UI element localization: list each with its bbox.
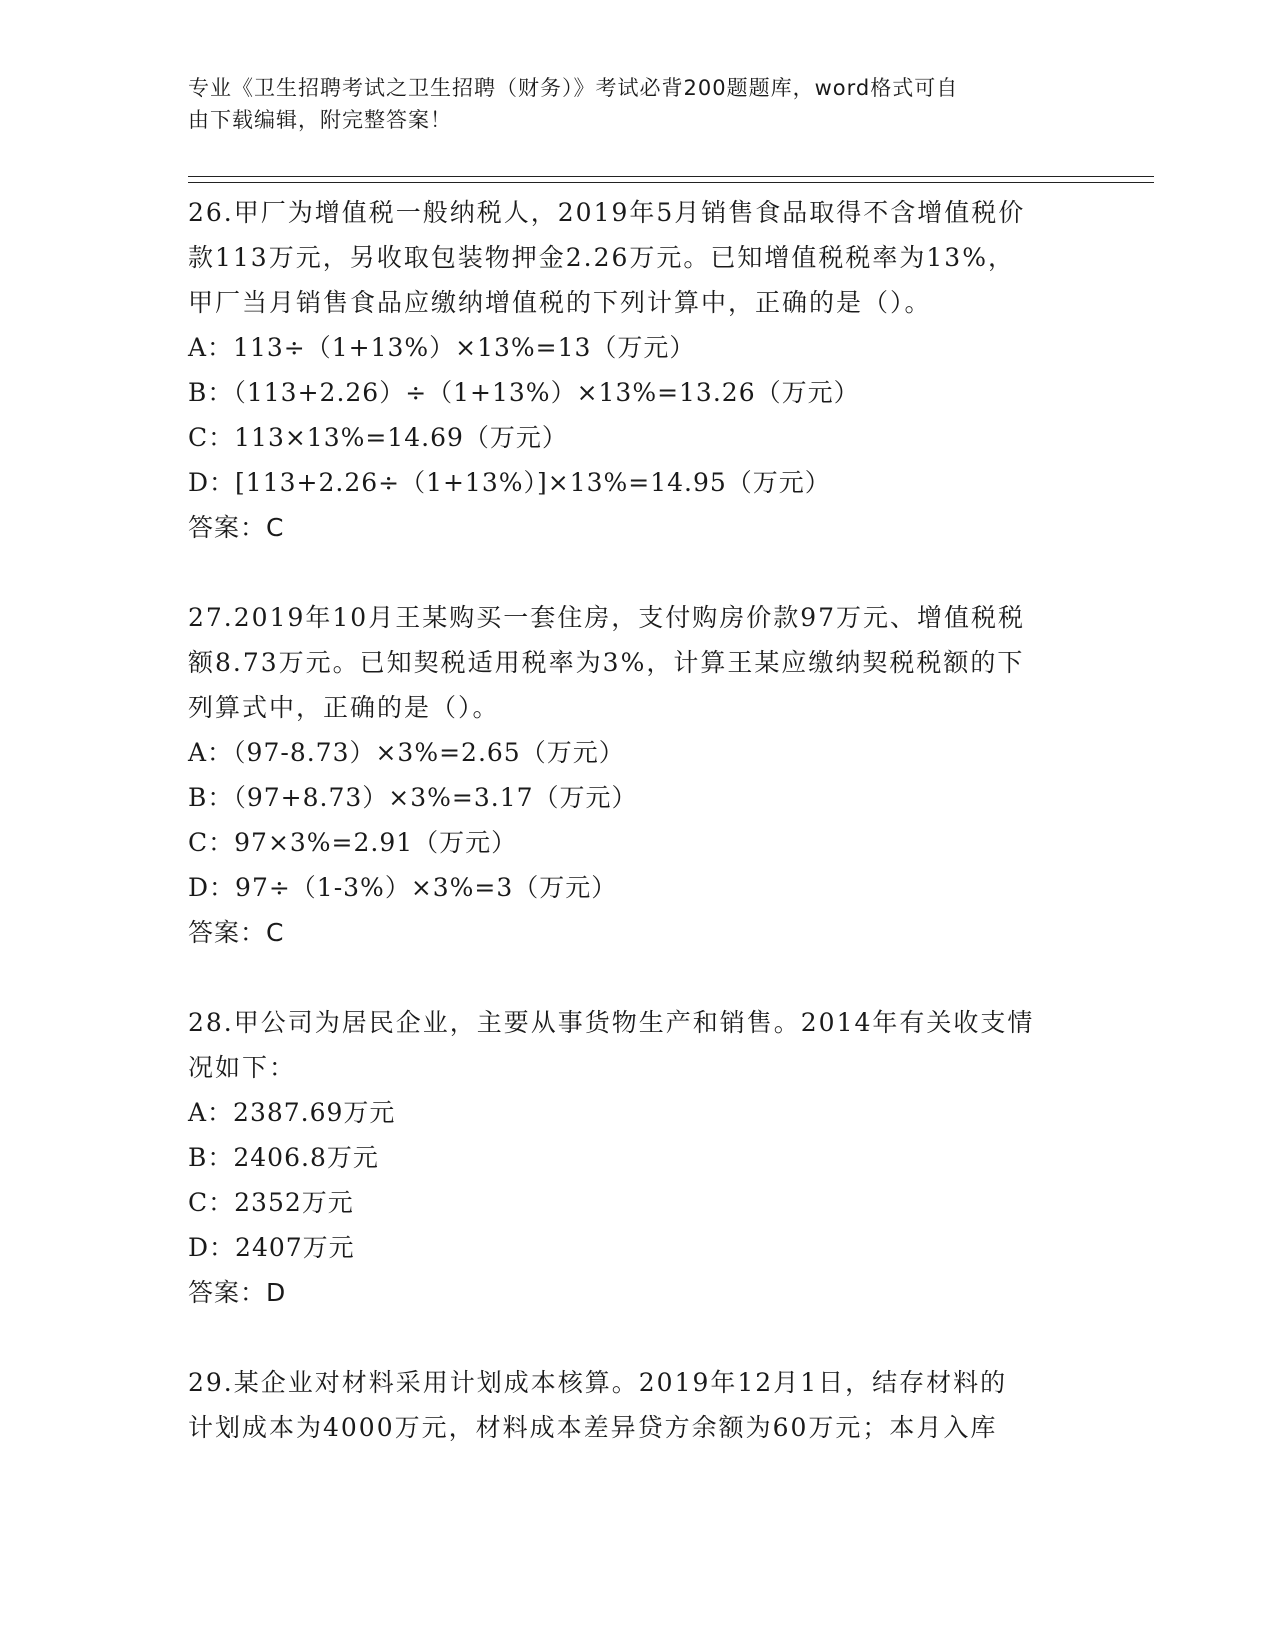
question-stem-line: 28.甲公司为居民企业，主要从事货物生产和销售。2014年有关收支情 [188, 1008, 1035, 1037]
option-d: D：97÷（1-3%）×3%=3（万元） [188, 873, 618, 902]
answer-line: 答案：C [188, 918, 285, 947]
option-a: A：（97-8.73）×3%=2.65（万元） [188, 738, 625, 767]
question-stem-line: 列算式中，正确的是（）。 [188, 693, 500, 722]
question-stem-line: 况如下： [188, 1053, 297, 1082]
question-28 [188, 1000, 1088, 1315]
document-header [188, 72, 1068, 136]
question-stem-line: 计划成本为4000万元，材料成本差异贷方余额为60万元；本月入库 [188, 1413, 998, 1442]
option-b: B：（97+8.73）×3%=3.17（万元） [188, 783, 638, 812]
option-c: C：97×3%=2.91（万元） [188, 828, 518, 857]
question-stem-line: 29.某企业对材料采用计划成本核算。2019年12月1日，结存材料的 [188, 1368, 1008, 1397]
question-27 [188, 595, 1088, 955]
question-spacer [188, 955, 1088, 1000]
option-a: A：113÷（1+13%）×13%=13（万元） [188, 333, 696, 362]
option-d: D：2407万元 [188, 1233, 355, 1262]
question-spacer [188, 550, 1088, 595]
option-c: C：2352万元 [188, 1188, 354, 1217]
header-divider-top [188, 176, 1154, 177]
question-stem-line: 额8.73万元。已知契税适用税率为3%，计算王某应缴纳契税税额的下 [188, 648, 1025, 677]
question-spacer [188, 1315, 1088, 1360]
question-list [188, 190, 1088, 1450]
header-divider-bottom [188, 182, 1154, 183]
question-29 [188, 1360, 1088, 1450]
header-line-2: 由下载编辑，附完整答案！ [188, 108, 452, 132]
question-stem-line: 27.2019年10月王某购买一套住房，支付购房价款97万元、增值税税 [188, 603, 1026, 632]
question-26 [188, 190, 1088, 550]
question-stem-line: 甲厂当月销售食品应缴纳增值税的下列计算中，正确的是（）。 [188, 288, 932, 317]
option-c: C：113×13%=14.69（万元） [188, 423, 568, 452]
option-b: B：2406.8万元 [188, 1143, 379, 1172]
option-a: A：2387.69万元 [188, 1098, 396, 1127]
option-d: D：[113+2.26÷（1+13%）]×13%=14.95（万元） [188, 468, 831, 497]
header-line-1: 专业《卫生招聘考试之卫生招聘（财务）》考试必背200题题库，word格式可自 [188, 76, 959, 100]
question-stem-line: 款113万元，另收取包装物押金2.26万元。已知增值税税率为13%， [188, 243, 1015, 272]
answer-line: 答案：D [188, 1278, 287, 1307]
question-stem-line: 26.甲厂为增值税一般纳税人，2019年5月销售食品取得不含增值税价 [188, 198, 1026, 227]
answer-line: 答案：C [188, 513, 285, 542]
option-b: B：（113+2.26）÷（1+13%）×13%=13.26（万元） [188, 378, 860, 407]
